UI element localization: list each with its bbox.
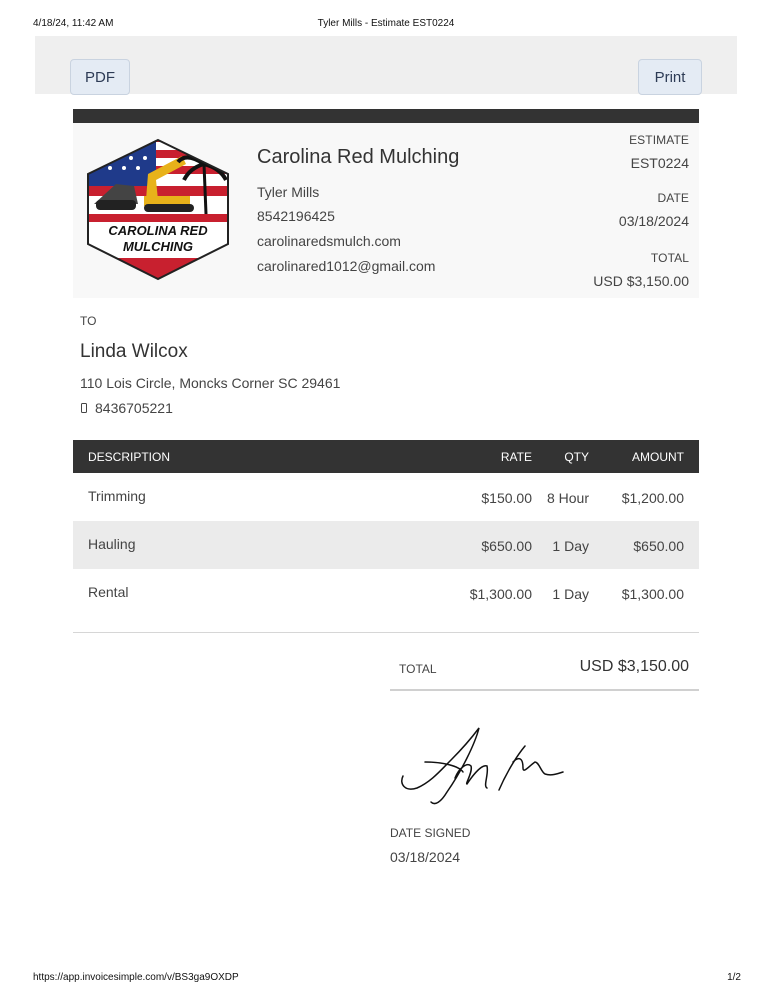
item-description: Trimming <box>88 488 146 504</box>
table-row <box>73 473 699 521</box>
item-qty: 1 Day <box>552 538 589 554</box>
print-url: https://app.invoicesimple.com/v/BS3ga9OXDP <box>33 972 239 983</box>
item-qty: 1 Day <box>552 586 589 602</box>
business-name: Carolina Red Mulching <box>257 146 460 168</box>
item-rate: $1,300.00 <box>469 586 532 602</box>
toolbar <box>35 36 737 94</box>
estimate-label: ESTIMATE <box>629 133 689 147</box>
client-phone-row <box>80 400 173 416</box>
pdf-button[interactable]: PDF <box>70 59 130 95</box>
table-row <box>73 569 699 617</box>
summary-total-value: USD $3,150.00 <box>579 658 689 675</box>
logo-text-line2: MULCHING <box>122 239 194 254</box>
item-rate: $650.00 <box>481 538 532 554</box>
summary-total-label: TOTAL <box>399 662 437 676</box>
table-row <box>73 521 699 569</box>
item-rate: $150.00 <box>481 490 532 506</box>
business-email[interactable]: carolinared1012@gmail.com <box>257 258 436 274</box>
business-logo <box>86 134 236 284</box>
business-phone: 8542196425 <box>257 208 335 224</box>
document-top-bar <box>73 109 699 123</box>
header-qty: QTY <box>564 450 589 464</box>
table-divider <box>73 632 699 633</box>
item-amount: $1,300.00 <box>621 586 684 602</box>
date-label: DATE <box>657 191 689 205</box>
date-signed-label: DATE SIGNED <box>390 826 471 840</box>
meta-total-label: TOTAL <box>650 251 689 265</box>
logo-text-line1: CAROLINA RED <box>108 223 208 238</box>
total-divider <box>390 689 699 691</box>
item-amount: $650.00 <box>633 538 684 554</box>
print-button[interactable]: Print <box>638 59 702 95</box>
to-label: TO <box>80 314 97 328</box>
print-footer <box>0 972 772 986</box>
print-header <box>0 18 772 32</box>
estimate-number: EST0224 <box>630 155 689 171</box>
item-description: Rental <box>88 584 129 600</box>
client-phone: 8436705221 <box>95 400 173 416</box>
item-description: Hauling <box>88 536 136 552</box>
print-timestamp: 4/18/24, 11:42 AM <box>33 18 114 29</box>
items-table-header <box>73 440 699 473</box>
item-amount: $1,200.00 <box>621 490 684 506</box>
print-page-title: Tyler Mills - Estimate EST0224 <box>317 18 455 29</box>
business-website[interactable]: carolinaredsmulch.com <box>257 233 401 249</box>
business-owner: Tyler Mills <box>257 184 320 200</box>
header-amount: AMOUNT <box>632 450 684 464</box>
estimate-date: 03/18/2024 <box>618 213 689 229</box>
meta-total-value: USD $3,150.00 <box>593 273 689 289</box>
signature-image <box>395 722 570 810</box>
mobile-phone-icon <box>81 403 87 413</box>
item-qty: 8 Hour <box>546 490 589 506</box>
print-page-number: 1/2 <box>727 972 741 983</box>
header-description: DESCRIPTION <box>88 450 171 464</box>
client-name: Linda Wilcox <box>80 341 188 362</box>
date-signed-value: 03/18/2024 <box>390 849 461 865</box>
client-address: 110 Lois Circle, Moncks Corner SC 29461 <box>80 375 341 391</box>
header-rate: RATE <box>500 450 532 464</box>
